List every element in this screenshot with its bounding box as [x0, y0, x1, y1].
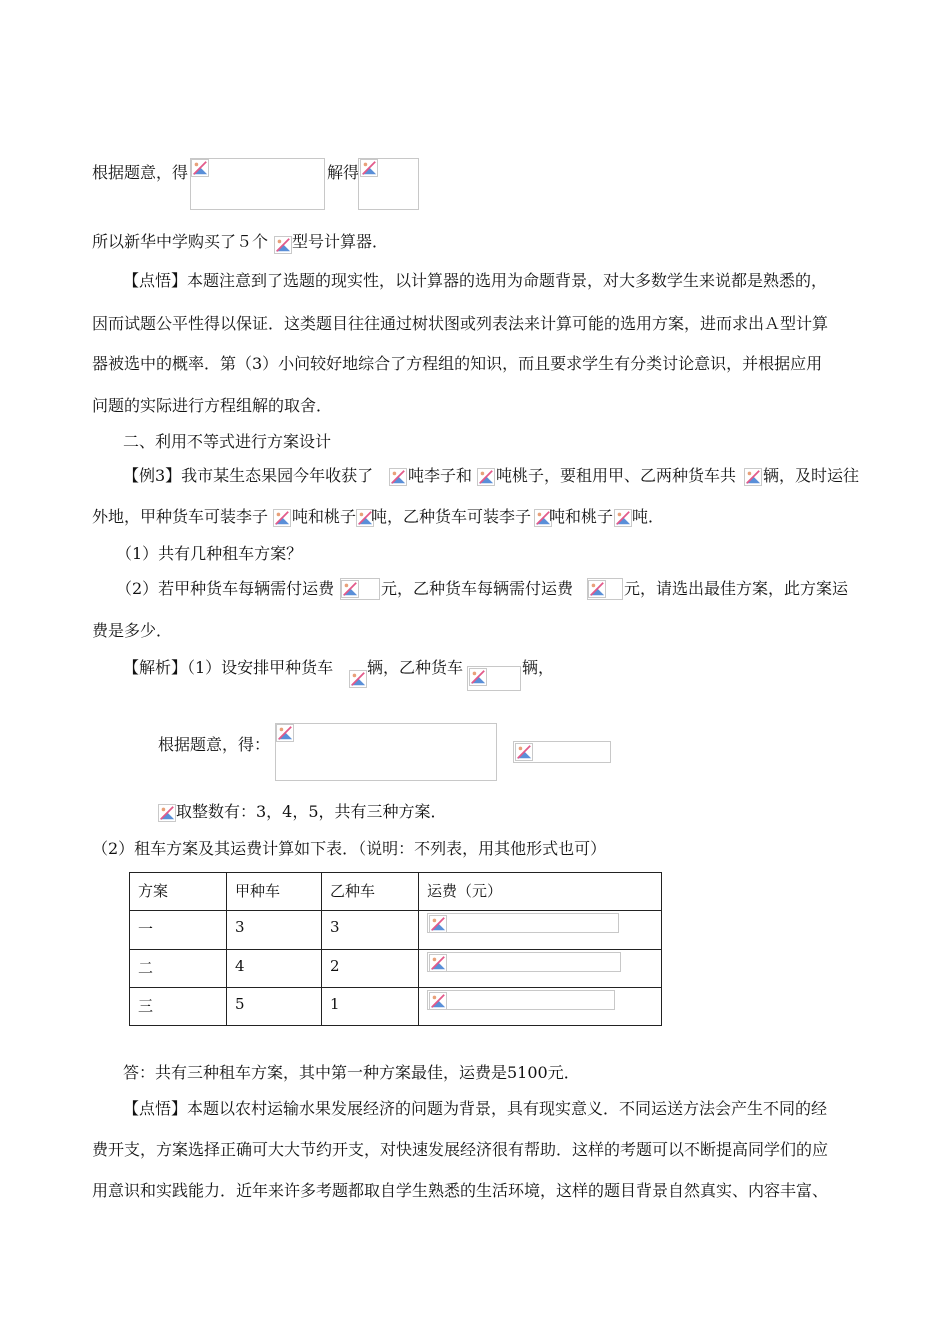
example-text: 吨和桃子 — [549, 507, 614, 526]
comment2-line-2: 费开支，方案选择正确可大大节约开支，对快速发展经济很有帮助．这样的考题可以不断提高同学们的应 — [92, 1140, 829, 1159]
comment-line-3: 器被选中的概率．第（3）小问较好地综合了方程组的知识，而且要求学生有分类讨论意识，并根据应用 — [92, 354, 823, 373]
broken-image-icon — [273, 509, 291, 527]
comment2-line-1: 【点悟】本题以农村运输水果发展经济的问题为背景，具有现实意义．不同运送方法会产生不同的经 — [123, 1099, 828, 1118]
broken-image-icon — [360, 159, 378, 177]
solution-text: 辆，乙种货车 — [367, 658, 464, 677]
answer-text: 答：共有三种租车方案，其中第一种方案最佳，运费是5100元． — [123, 1063, 580, 1082]
solution-text: 辆， — [522, 658, 555, 677]
example-text: 吨． — [632, 507, 665, 526]
example-text: 辆，及时运往 — [763, 466, 860, 485]
table-cell-b: 2 — [322, 949, 419, 987]
text-solve: 解得 — [327, 163, 360, 182]
broken-image-icon — [429, 915, 447, 933]
according-label: 根据题意，得： — [158, 735, 271, 754]
example-text: 吨李子和 — [408, 466, 473, 485]
broken-image-icon — [349, 670, 367, 688]
table-cell-a: 4 — [227, 949, 322, 987]
example-text: 吨桃子，要租用甲、乙两种货车共 — [496, 466, 737, 485]
inequality-image-frame — [275, 723, 497, 781]
text-according: 根据题意，得 — [92, 163, 189, 182]
integer-solutions: 取整数有：3，4，5，共有三种方案． — [176, 802, 447, 821]
broken-image-icon — [515, 743, 533, 761]
broken-image-icon — [158, 804, 176, 822]
broken-image-icon — [429, 992, 447, 1010]
broken-image-icon — [276, 724, 294, 742]
cost-image-frame — [427, 990, 615, 1010]
question-2: （2）若甲种货车每辆需付运费 — [116, 579, 335, 598]
rent-table — [129, 872, 662, 1026]
table-header: 乙种车 — [322, 873, 419, 911]
example-text: 吨，乙种货车可装李子 — [371, 507, 532, 526]
cost-image-frame — [427, 952, 621, 972]
table-cell-cost — [419, 911, 662, 949]
equation-image-frame — [190, 158, 325, 210]
broken-image-icon — [429, 954, 447, 972]
comment-line-4: 问题的实际进行方程组解的取舍． — [92, 396, 333, 415]
solution-text: 【解析】（1）设安排甲种货车 — [123, 658, 334, 677]
table-header: 方案 — [130, 873, 227, 911]
table-header-row — [130, 873, 662, 911]
table-cell-cost — [419, 987, 662, 1025]
broken-image-icon — [588, 580, 606, 598]
table-cell-plan: 二 — [130, 949, 227, 987]
table-cell-plan: 三 — [130, 987, 227, 1025]
table-header: 甲种车 — [227, 873, 322, 911]
table-intro: （2）租车方案及其运费计算如下表．（说明：不列表，用其他形式也可） — [92, 839, 607, 858]
cost-image-frame — [427, 913, 619, 933]
comment-line-1: 【点悟】本题注意到了选题的现实性，以计算器的选用为命题背景，对大多数学生来说都是熟悉的， — [123, 271, 828, 290]
table-header: 运费（元） — [419, 873, 662, 911]
text-conclusion: 所以新华中学购买了５个 — [92, 232, 269, 251]
comment2-line-3: 用意识和实践能力．近年来许多考题都取自学生熟悉的生活环境，这样的题目背景自然真实、内容丰富、 — [92, 1181, 829, 1200]
table-cell-b: 3 — [322, 911, 419, 949]
table-cell-cost — [419, 949, 662, 987]
section-heading: 二、利用不等式进行方案设计 — [123, 432, 332, 451]
comment-line-2: 因而试题公平性得以保证．这类题目往往通过树状图或列表法来计算可能的选用方案，进而求出Ａ型计算 — [92, 314, 829, 333]
example-text: 外地，甲种货车可装李子 — [92, 507, 269, 526]
broken-image-icon — [477, 468, 495, 486]
table-cell-a: 5 — [227, 987, 322, 1025]
broken-image-icon — [744, 468, 762, 486]
table-cell-a: 3 — [227, 911, 322, 949]
example-text: 吨和桃子 — [292, 507, 357, 526]
text-conclusion-end: 型号计算器． — [292, 232, 389, 251]
table-row — [130, 911, 662, 949]
broken-image-icon — [469, 668, 487, 686]
question-2: 费是多少． — [92, 621, 173, 640]
question-2: 元，请选出最佳方案，此方案运 — [624, 579, 849, 598]
broken-image-icon — [341, 580, 359, 598]
table-row — [130, 987, 662, 1025]
example-text: 【例3】我市某生态果园今年收获了 — [123, 466, 374, 485]
broken-image-icon — [614, 509, 632, 527]
table-cell-plan: 一 — [130, 911, 227, 949]
table-cell-b: 1 — [322, 987, 419, 1025]
question-1: （1）共有几种租车方案？ — [116, 544, 303, 563]
broken-image-icon — [389, 468, 407, 486]
broken-image-icon — [274, 236, 292, 254]
question-2: 元，乙种货车每辆需付运费 — [381, 579, 574, 598]
broken-image-icon — [191, 159, 209, 177]
table-row — [130, 949, 662, 987]
